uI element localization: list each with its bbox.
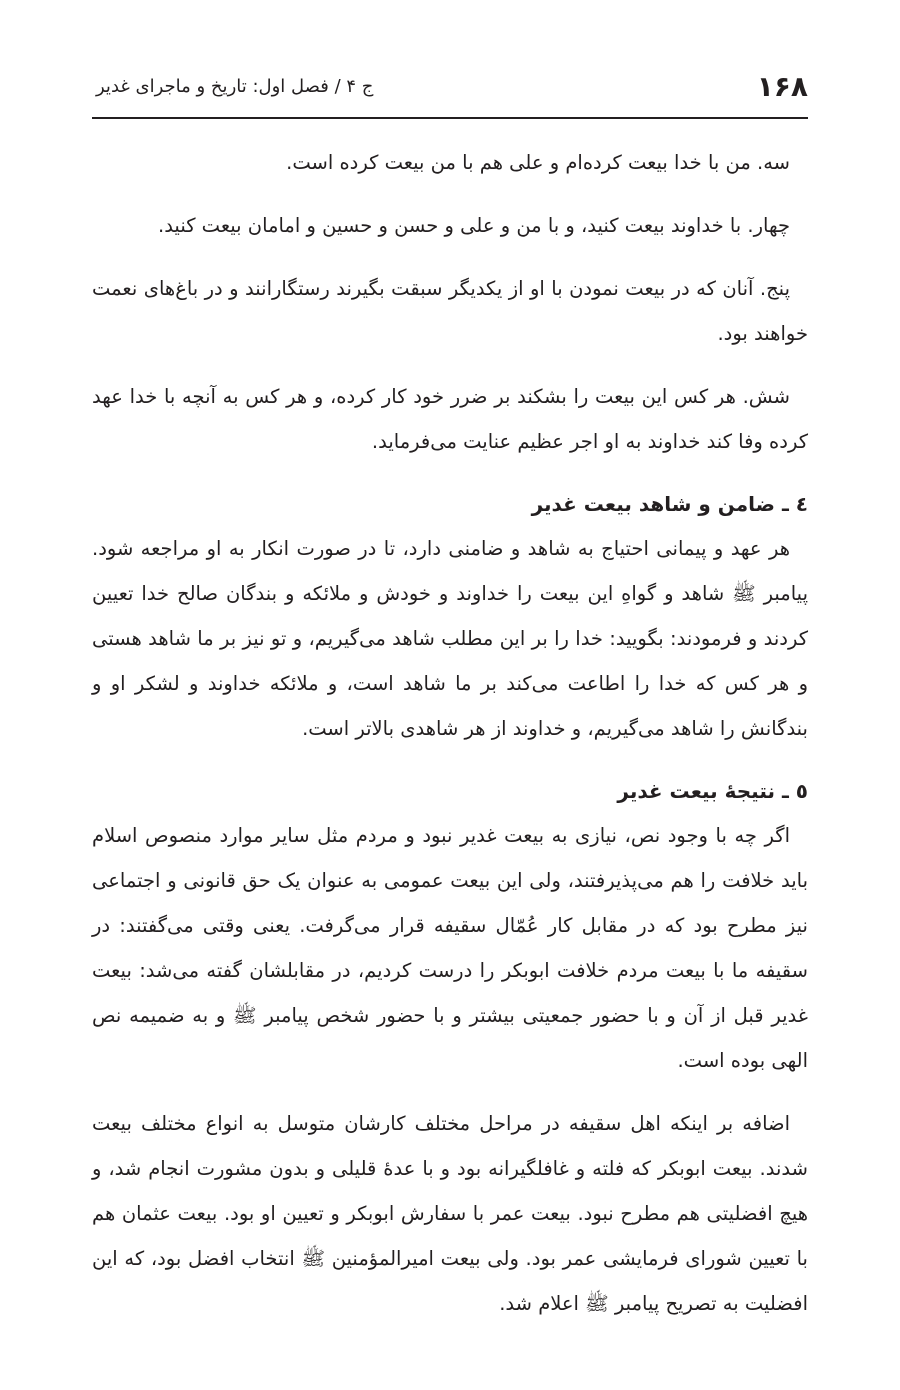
section-5-body-continued: اضافه بر اینکه اهل سقیفه در مراحل مختلف کارشان متوسل به انواع مختلف بیعت شدند. بیعت ابوبکر که فلته و غافلگیرانه بود و با عدۀ قلیلی و بدون مشورت انجام شد، و هیچ افضلیتی هم مطرح نبود. بیعت عمر با سفارش ابوبکر و تعیین او بود. بیعت عثمان هم با تعیین شورای فرمایشی عمر بود. ولی بیعت امیرالمؤمنین ﷺ انتخاب افضل بود، که این افضلیت به تصریح پیامبر ﷺ اعلام شد. [92,1112,808,1315]
running-title: ج ۴ / فصل اول: تاریخ و ماجرای غدیر [96,76,374,97]
section-5-body: اگر چه با وجود نص، نیازی به بیعت غدیر نبود و مردم مثل سایر موارد منصوص اسلام باید خلافت را هم می‌پذیرفتند، ولی این بیعت عمومی به عنوان یک حق قانونی و اجتماعی نیز مطرح بود که در مقابل کار عُمّال سقیفه قرار می‌گرفت. یعنی وقتی می‌گفتند: در سقیفه ما با بیعت مردم خلافت ابوبکر را درست کردیم، در مقابلشان گفته می‌شد: بیعت غدیر قبل از آن و با حضور جمعیتی بیشتر و با حضور شخص پیامبر ﷺ و به ضمیمه نص الهی بوده است. [92,824,808,1072]
paragraph-six: شش. هر کس این بیعت را بشکند بر ضرر خود کار کرده، و هر کس به آنچه با خدا عهد کرده وفا کند خداوند به او اجر عظیم عنایت می‌فرماید. [92,385,808,453]
section-4-body: هر عهد و پیمانی احتیاج به شاهد و ضامنی دارد، تا در صورت انکار به او مراجعه شود. پیامبر ﷺ شاهد و گواهِ این بیعت را خداوند و خودش و ملائکه و بندگان صالح خدا تعیین کردند و فرمودند: بگویید: خدا را بر این مطلب شاهد می‌گیریم، و تو نیز بر ما شاهد هستی و هر کس که خدا را اطاعت می‌کند بر ما شاهد است، و ملائکه خداوند و لشکر او و بندگانش را شاهد می‌گیریم، و خداوند از هر شاهدی بالاتر است. [92,537,808,740]
paragraph-five: پنج. آنان که در بیعت نمودن با او از یکدیگر سبقت بگیرند رستگارانند و در باغ‌های نعمت خواهند بود. [92,277,808,345]
page-number: ۱۶۸ [756,70,808,103]
page-header [92,62,808,112]
book-page [92,0,808,1390]
header-rule [92,117,808,119]
paragraph-four: چهار. با خداوند بیعت کنید، و با من و علی و حسن و حسین و امامان بیعت کنید. [158,214,790,237]
page-body [92,140,808,1326]
section-heading-5: ٥ ـ نتیجۀ بیعت غدیر [617,779,808,803]
paragraph-three: سه. من با خدا بیعت کرده‌ام و علی هم با من بیعت کرده است. [286,151,790,174]
section-heading-4: ٤ ـ ضامن و شاهد بیعت غدیر [531,492,808,516]
